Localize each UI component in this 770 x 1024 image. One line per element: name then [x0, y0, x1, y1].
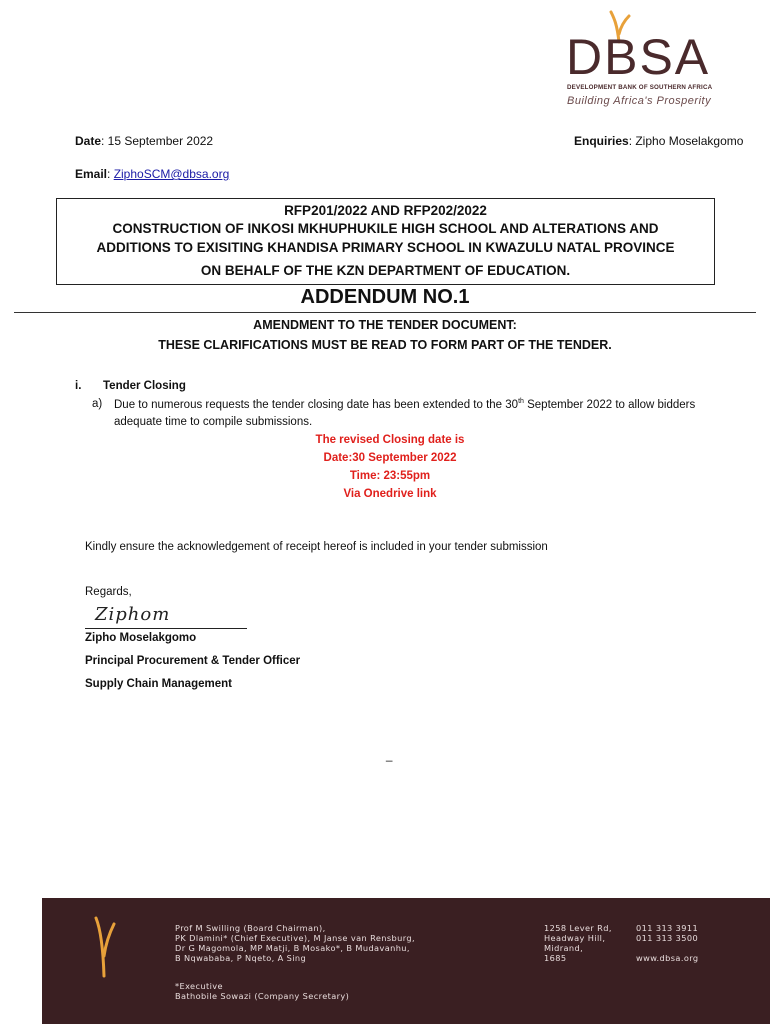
rfp-numbers: RFP201/2022 AND RFP202/2022 [284, 203, 487, 218]
section-heading: Tender Closing [103, 380, 186, 392]
signatory-department: Supply Chain Management [85, 678, 232, 690]
item-text-end: September 2022 to allow bidders [523, 398, 696, 411]
footer-logo-mark-icon [92, 916, 118, 978]
item-sup: th [518, 398, 524, 405]
title-line-4: ON BEHALF OF THE KZN DEPARTMENT OF EDUCATION. [200, 263, 571, 278]
addendum-heading: ADDENDUM NO.1 [300, 286, 470, 308]
logo-brand: DBSA [566, 29, 711, 85]
enquiries-label: Enquiries [574, 134, 629, 148]
revised-method: Via Onedrive link [343, 488, 437, 500]
item-text-start: Due to numerous requests the tender closing date has been extended to the 30 [114, 398, 519, 411]
signatory-title: Principal Procurement & Tender Officer [85, 655, 301, 667]
footer-address-2: Headway Hill, [544, 933, 606, 943]
signature-script: Ziphom [95, 604, 171, 625]
divider [14, 312, 756, 313]
acknowledgement-text: Kindly ensure the acknowledgement of receipt hereof is included in your tender submission [85, 541, 548, 553]
revised-time: Time: 23:55pm [349, 470, 431, 482]
footer [42, 898, 770, 1024]
footer-phone-2: 011 313 3500 [636, 933, 699, 943]
footer-address-4: 1685 [544, 953, 567, 963]
section-number: i. [75, 380, 82, 392]
email-link[interactable]: ZiphoSCM@dbsa.org [113, 167, 230, 181]
item-marker: a) [92, 398, 103, 410]
amendment-line-1: AMENDMENT TO THE TENDER DOCUMENT: [253, 318, 517, 332]
logo-full-name: DEVELOPMENT BANK OF SOUTHERN AFRICA [567, 84, 713, 91]
email-label: Email [75, 167, 108, 181]
item-text-line-2: adequate time to compile submissions. [114, 416, 313, 428]
date-label: Date [75, 134, 102, 148]
page-mark: _ [386, 750, 393, 762]
footer-address-1: 1258 Lever Rd, [544, 923, 612, 933]
signatory-name: Zipho Moselakgomo [85, 632, 197, 644]
regards-text: Regards, [85, 586, 132, 598]
email-line: Email: ZiphoSCM@dbsa.org [75, 167, 230, 181]
signature [85, 606, 247, 629]
footer-board-1: Prof M Swilling (Board Chairman), [175, 923, 326, 933]
enquiries-value: : Zipho Moselakgomo [628, 134, 744, 148]
footer-board-4: B Nqwababa, P Nqeto, A Sing [175, 953, 307, 963]
title-line-2: CONSTRUCTION OF INKOSI MKHUPHUKILE HIGH SCHOOL AND ALTERATIONS AND [112, 221, 659, 236]
footer-exec-note: *Executive [175, 981, 223, 991]
title-line-3: ADDITIONS TO EXISITING KHANDISA PRIMARY SCHOOL IN KWAZULU NATAL PROVINCE [96, 240, 675, 255]
amendment-line-2: THESE CLARIFICATIONS MUST BE READ TO FORM PART OF THE TENDER. [158, 338, 612, 352]
item-text [114, 398, 695, 411]
dbsa-logo [560, 10, 740, 110]
revised-date: Date:30 September 2022 [323, 452, 457, 464]
footer-board-2: PK Dlamini* (Chief Executive), M Janse van Rensburg, [175, 933, 415, 943]
footer-secretary: Bathobile Sowazi (Company Secretary) [175, 991, 350, 1001]
footer-board-3: Dr G Magomola, MP Matji, B Mosako*, B Mudavanhu, [175, 943, 410, 953]
title-box [56, 198, 715, 285]
date-line [75, 134, 213, 148]
logo-tagline: Building Africa's Prosperity [567, 95, 712, 107]
footer-phone-1: 011 313 3911 [636, 923, 699, 933]
date-value: : 15 September 2022 [101, 134, 214, 148]
footer-address-3: Midrand, [544, 943, 584, 953]
footer-website[interactable]: www.dbsa.org [636, 953, 699, 963]
enquiries-line [574, 134, 743, 148]
revised-line-1: The revised Closing date is [315, 434, 465, 446]
